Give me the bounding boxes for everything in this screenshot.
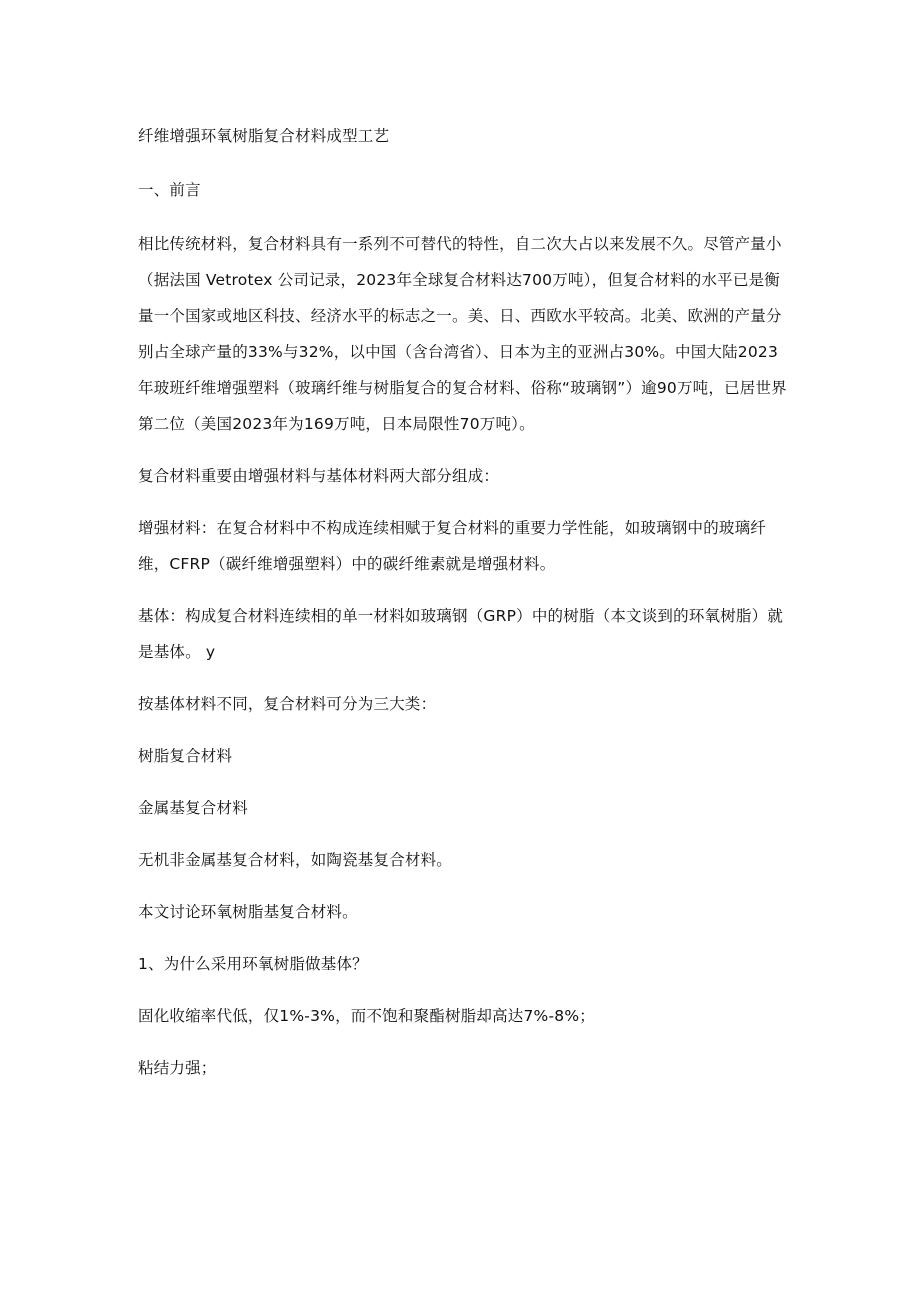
paragraph-composition: 复合材料重要由增强材料与基体材料两大部分组成： (138, 467, 500, 485)
question-heading-1: 1、为什么采用环氧树脂做基体？ (138, 955, 368, 973)
paragraph-scope: 本文讨论环氧树脂基复合材料。 (138, 903, 358, 921)
document-body (138, 118, 790, 1086)
reason-item-1: 固化收缩率代低，仅1%-3%，而不饱和聚酯树脂却高达7%-8%； (138, 1007, 595, 1025)
list-item-type1: 树脂复合材料 (138, 747, 233, 765)
list-item-type2: 金属基复合材料 (138, 799, 248, 817)
paragraph-reinforcement: 增强材料：在复合材料中不构成连续相赋于复合材料的重要力学性能，如玻璃钢中的玻璃纤维，CFRP（碳纤维增强塑料）中的碳纤维素就是增强材料。 (138, 519, 767, 573)
list-item-type3: 无机非金属基复合材料，如陶瓷基复合材料。 (138, 851, 453, 869)
document-title: 纤维增强环氧树脂复合材料成型工艺 (138, 127, 390, 145)
paragraph-intro: 相比传统材料，复合材料具有一系列不可替代的特性，自二次大占以来发展不久。尽管产量小（据法国 Vetrotex 公司记录，2023年全球复合材料达700万吨），但复合材料的水平已是衡量一个国家或地区科技、经济水平的标志之一。美、日、西欧水平较高。北美、欧洲的产量分别占全球产量的33%与32%，以中国（含台湾省）、日本为主的亚洲占30%。中国大陆2023年玻班纤维增强塑料（玻璃纤维与树脂复合的复合材料、俗称“玻璃钢”）逾90万吨，已居世界第二位（美国2023年为169万吨，日本局限性70万吨）。 (138, 235, 787, 433)
reason-item-2: 粘结力强； (138, 1059, 217, 1077)
section-heading: 一、前言 (138, 181, 201, 199)
paragraph-matrix: 基体：构成复合材料连续相的单一材料如玻璃钢（GRP）中的树脂（本文谈到的环氧树脂）就是基体。 y (138, 607, 784, 661)
paragraph-classification: 按基体材料不同，复合材料可分为三大类： (138, 695, 437, 713)
